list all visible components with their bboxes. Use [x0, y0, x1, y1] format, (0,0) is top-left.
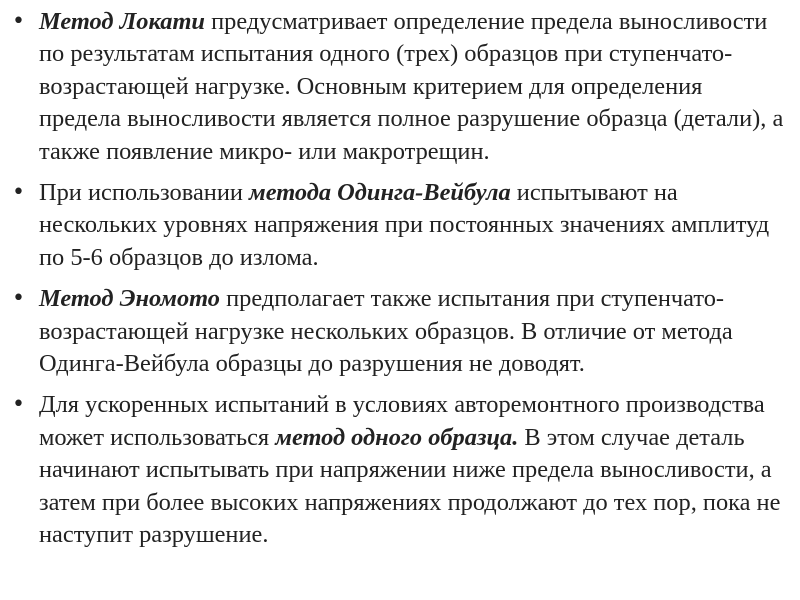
method-enomoto-text: предполагает также испытания при ступенчато-возрастающей нагрузке нескольких образцов. В отличие от метода Одинга-Вейбула образцы до разрушения не доводят. — [39, 285, 733, 378]
bullet-dot-icon: • — [12, 392, 25, 418]
bullet-item-oding-weibull — [12, 177, 786, 274]
bullet-dot-icon: • — [12, 286, 25, 312]
method-single-sample-term: метод одного образца. — [275, 423, 519, 451]
method-single-sample-after: В этом случае деталь начинают испытывать при напряжении ниже предела выносливости, а затем при более высоких напряжениях продолжают до тех пор, пока не наступит разрушение. — [39, 423, 781, 549]
bullet-dot-icon: • — [12, 9, 25, 34]
method-single-sample-before: Для ускоренных испытаний в условиях авторемонтного производства может использоваться — [39, 391, 765, 451]
bullet-dot-icon: • — [12, 180, 25, 206]
bullet-item-locati — [12, 6, 786, 168]
method-enomoto-term: Метод Эномото — [39, 285, 220, 313]
method-oding-weibull-before: При использовании — [39, 179, 250, 207]
bullet-list — [12, 6, 786, 552]
method-oding-weibull-after: испытывают на нескольких уровнях напряжения при постоянных значениях амплитуд по 5-6 образцов до излома. — [39, 179, 770, 271]
method-oding-weibull-term: метода Одинга-Вейбула — [249, 179, 511, 207]
bullet-item-single-sample — [12, 389, 786, 551]
method-locati-term: Метод Локати — [39, 8, 205, 35]
method-locati-text: предусматривает определение предела выносливости по результатам испытания одного (трех) образцов при ступенчато-возрастающей нагрузке. Основным критерием для определения предела выносливости является полное разрушение образца (детали), а также появление микро- или макротрещин. — [39, 8, 784, 165]
bullet-item-enomoto — [12, 283, 786, 380]
